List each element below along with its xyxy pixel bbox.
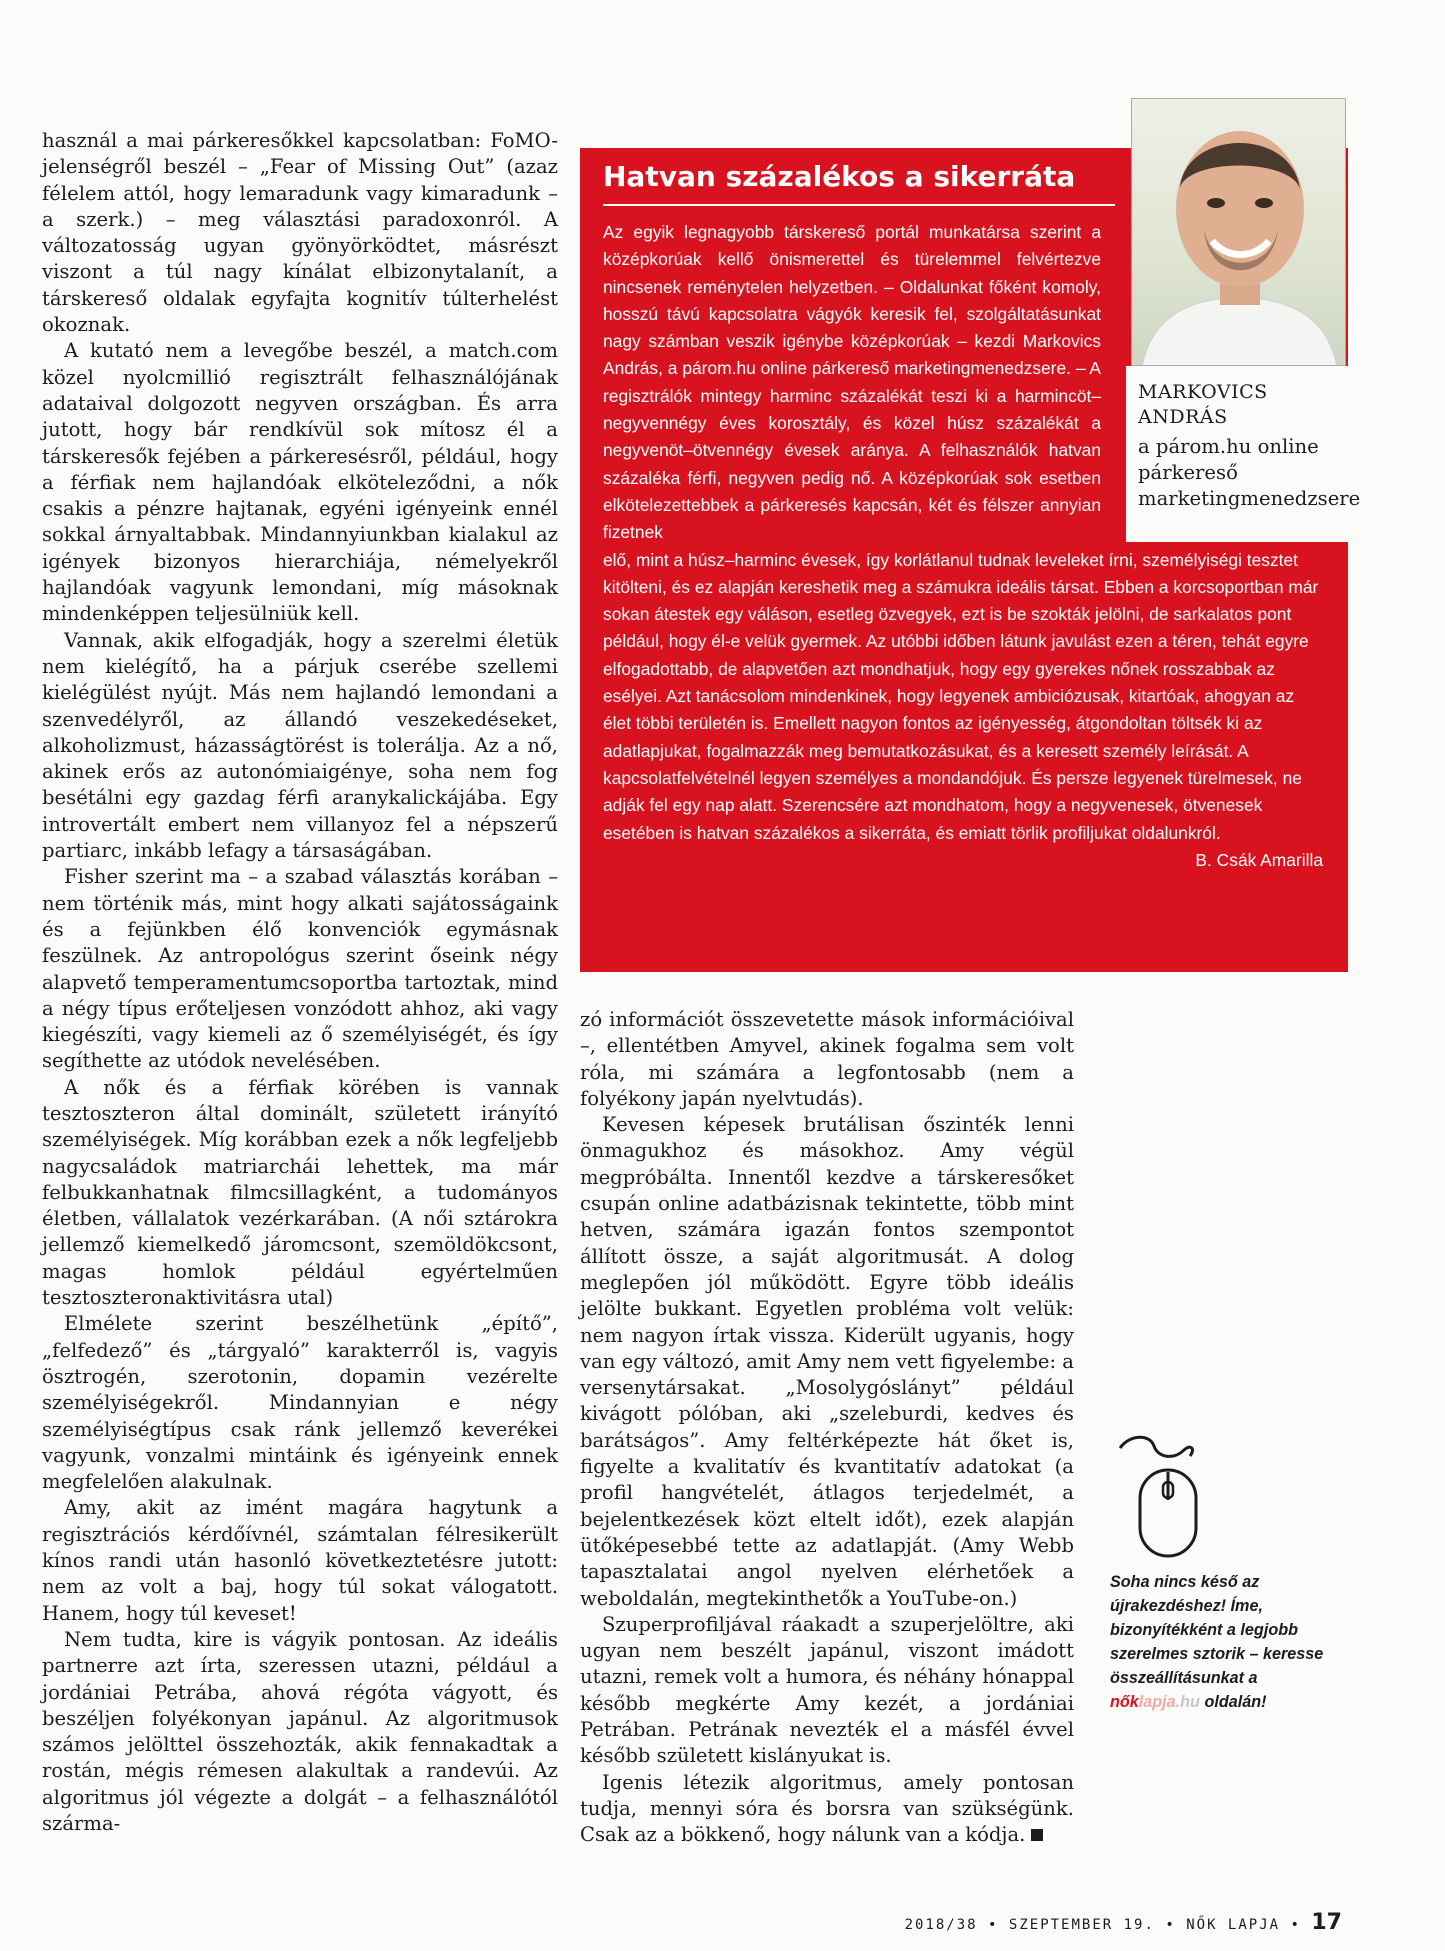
sidebar-box-title: Hatvan százalékos a sikerráta <box>603 160 1123 193</box>
paragraph: zó információt összevetette mások információival –, ellentétben Amyvel, akinek fogalma sem volt róla, mi számára a legfontosabb (nem a folyékony japán nyelvtudás). <box>580 1008 1074 1110</box>
computer-mouse-icon <box>1110 1430 1200 1560</box>
paragraph: A nők és a férfiak körében is vannak tesztoszteron által dominált, született irányító személyiségek. Míg korábban ezek a nők legfeljebb nagycsaládok matriarchái lehettek, ma már felbukkanhatnak filmcsillagként, a tudományos életben, vállalatok vezérkarában. (A női sztárokra jellemző kiemelkedő járomcsont, szemöldökcsont, magas homlok például egyértelműen tesztoszteronaktivitásra utal) <box>42 1075 558 1310</box>
left-column <box>42 128 558 1837</box>
magazine-name: NŐK LAPJA <box>1186 1917 1281 1933</box>
paragraph: Nem tudta, kire is vágyik pontosan. Az ideális partnerre azt írta, szeressen utazni, például a jordániai Petrába, ahová régóta vágyott, és beszéljen folyékonyan japánul. Az algoritmusok számos jelölttel összehozták, akik fennakadtak a rostán, mégis rémesen alakultak a randevúi. Az algoritmus jól végezte a dolgát – a felhasználótól szárma- <box>42 1627 558 1835</box>
footer-separator: • <box>1290 1917 1312 1933</box>
portrait-illustration <box>1132 99 1346 366</box>
issue-number: 2018/38 <box>904 1917 978 1933</box>
paragraph: Kevesen képesek brutálisan őszinték lenni önmagukhoz és másokhoz. Amy végül megpróbálta. Innentől kezdve a társkeresőket csupán online adatbázisnak tekintette, több mint hetven, számára igazán fontos szempontot állított össze, a saját algoritmusát. A dolog meglepően jól működött. Egyre több ideális jelölte bukkant. Egyetlen probléma volt velük: nem nagyon írtak vissza. Kiderült ugyanis, hogy van egy változó, amit Amy nem vett figyelembe: a versenytársakat. „Mosolygóslányt” például kivágott pólóban, aki „szeleburdi, kedves és barátságos”. Amy feltérképezte hát őket is, figyelte a kvalitatív és kvantitatív adatokat (a profil hangvételét, átlagos terjedelmét, a bejelentkezések közt eltelt időt), ezek alapján ütőképesebbé tette az adatlapját. (Amy Webb tapasztalatai angol nyelven elérhetőek a weboldalán, megtekinthetők a YouTube-on.) <box>580 1113 1074 1610</box>
portrait-photo <box>1131 98 1346 366</box>
paragraph: használ a mai párkeresőkkel kapcsolatban: FoMO-jelenségről beszél – „Fear of Missing Out” (azaz félelem attól, hogy lemaradunk vagy kimaradunk – a szerk.) – meg választási paradoxonról. A változatosság ugyan gyönyörködtet, másrészt viszont a túl nagy kínálat elbizonytalanít, a társkereső oldalak egyfajta kognitív túlterhelést okoznak. <box>42 129 558 337</box>
sidebar-box-paragraph: Az egyik legnagyobb társkereső portál munkatársa szerint a középkorúak kellő önismerettel és türelemmel felvértezve nincsenek reménytelen helyzetben. – Oldalunkat főként komoly, hosszú távú kapcsolatra vágyók keresik fel, szolgáltatásunkat nagy számban veszik igénybe középkorúak – kezdi Markovics András, a párom.hu online párkereső marketingmenedzsere. – A regisztrálók mintegy harminc százalékát teszi ki a harmincöt–negyvennégy éves korosztály, és közel húsz százalékát a negyvenöt–ötvennégy évesek aránya. A felhasználók hatvan százaléka férfi, negyven pedig nő. A középkorúak sok esetben elkötelezettebbek a párkeresés kapcsán, két és félszer annyian fizetnek <box>603 222 1101 543</box>
end-of-article-icon <box>1031 1829 1043 1841</box>
paragraph: Amy, akit az imént magára hagytunk a regisztrációs kérdőívnél, számtalan félresikerült kínos randi után hasonló következtetésre jutott: nem az volt a baj, hogy túl sokat válogatott. Hanem, hogy túl keveset! <box>42 1496 558 1625</box>
brand-logo[interactable]: nőklapja.hu <box>1110 1693 1200 1711</box>
paragraph: A kutató nem a levegőbe beszél, a match.com közel nyolcmillió regisztrált felhasználójának adataival dolgozott negyven országban. És arra jutott, hogy bár rendkívül sok mítosz él a társkeresők fejében a párkeresésről, például, hogy a férfiak nem hajlandóak elköteleződni, a nők csakis a pénzre hajtanak, egyéni igényeink ennél sokkal árnyaltabbak. Mindannyiunkban kialakul az igények bizonyos hierarchiája, némelyekről hajlandóak vagyunk lemondani, míg másoknak mindenképpen teljesülniük kell. <box>42 339 558 626</box>
paragraph: Fisher szerint ma – a szabad választás korában – nem történik más, mint hogy alkati sajátosságaink és a fejünkben élő konvenciók egymásnak feszülnek. Az antropológus szerint őseink négy alapvető temperamentumcsoportba tartoztak, mind a négy típus erőteljesen vonzódott ahhoz, aki vagy kiegészíti, vagy kiemeli az ő személyiségét, és így segíthette az utódok nevelésében. <box>42 865 558 1073</box>
page-footer <box>860 1910 1342 1940</box>
footer-separator: • <box>1165 1917 1187 1933</box>
photo-caption-role: a párom.hu online párkereső marketingmenedzsere <box>1138 435 1361 510</box>
photo-caption-name: MARKOVICS ANDRÁS <box>1138 381 1268 428</box>
paragraph: Vannak, akik elfogadják, hogy a szerelmi életük nem kielégítő, ha a párjuk cserébe szellemi kielégülést nyújt. Más nem hajlandó lemondani a szenvedélyről, az állandó veszekedéseket, alkoholizmust, házasságtörést is tolerálja. Az a nő, akinek erős az autonómiaigénye, soha nem fog besétálni egy gazdag férfi aranykalickájába. Egy introvertált embert nem villanyoz fel a népszerű partiarc, inkább lefagy a társaságában. <box>42 628 558 863</box>
sidebar-box-author: B. Csák Amarilla <box>1195 849 1323 870</box>
footer-separator: • <box>988 1917 1009 1933</box>
page-number: 17 <box>1311 1910 1342 1935</box>
paragraph: Igenis létezik algoritmus, amely pontosan tudja, mennyi sóra és borsra van szükségünk. Csak az a bökkenő, hogy nálunk van a kódja. <box>580 1770 1074 1847</box>
sidebar-box-paragraph: elő, mint a húsz–harminc évesek, így korlátlanul tudnak leveleket írni, személyiségi tesztet kitölteni, és ez alapján kereshetik meg a számukra ideális társat. Ebben a korcsoportban már sokan átestek egy váláson, esetleg özvegyek, ezt is be szokták jelölni, de sarkalatos pont például, hogy él-e velük gyermek. Az utóbbi időben látunk javulást ezen a téren, tehát egyre elfogadottabb, de alapvetően azt mondhatjuk, hogy egy gyerekes nőnek rosszabbak az esélyei. Azt tanácsolom mindenkinek, hogy legyenek ambiciózusak, kitartóak, ahogyan az élet többi területén is. Emellett nagyon fontos az igényesség, átgondoltan töltsék ki az adatlapjukat, fogalmazzák meg bemutatkozásukat, és a keresett személy leírását. A kapcsolatfelvételnél legyen személyes a mondandójuk. És persze legyenek türelmesek, ne adják fel egy nap alatt. Szerencsére azt mondhatom, hogy a negyvenesek, ötvenesek esetében is hatvan százalékos a sikerráta, és emiatt törlik profiljukat oldalunkról. <box>603 549 1319 843</box>
paragraph: Elmélete szerint beszélhetünk „építő”, „felfedező” és „tárgyaló” karakterről is, vagyis ösztrogén, szerotonin, dopamin vezérelte személyiségekről. Mindannyian e négy személyiségtípus csak ránk jellemző keverékei vagyunk, vonzalmi mintáink és igényeink ennek megfelelően alakulnak. <box>42 1312 558 1494</box>
paragraph: Szuperprofiljával ráakadt a szuperjelöltre, aki ugyan nem beszélt japánul, viszont imádott utazni, remek volt a humora, és néhány hónappal később megkérte Amy kezét, a jordániai Petrában. Petrának nevezték el a másfél évvel később született kislányukat is. <box>580 1612 1074 1768</box>
right-column <box>580 1007 1074 1849</box>
aside-note: Soha nincs késő az újrakezdéshez! Íme, bizonyítékként a legjobb szerelmes sztorik – keresse összeállításunkat a nőklapja.hu oldalán! <box>1110 1573 1324 1711</box>
issue-date: SZEPTEMBER 19. <box>1008 1917 1155 1933</box>
